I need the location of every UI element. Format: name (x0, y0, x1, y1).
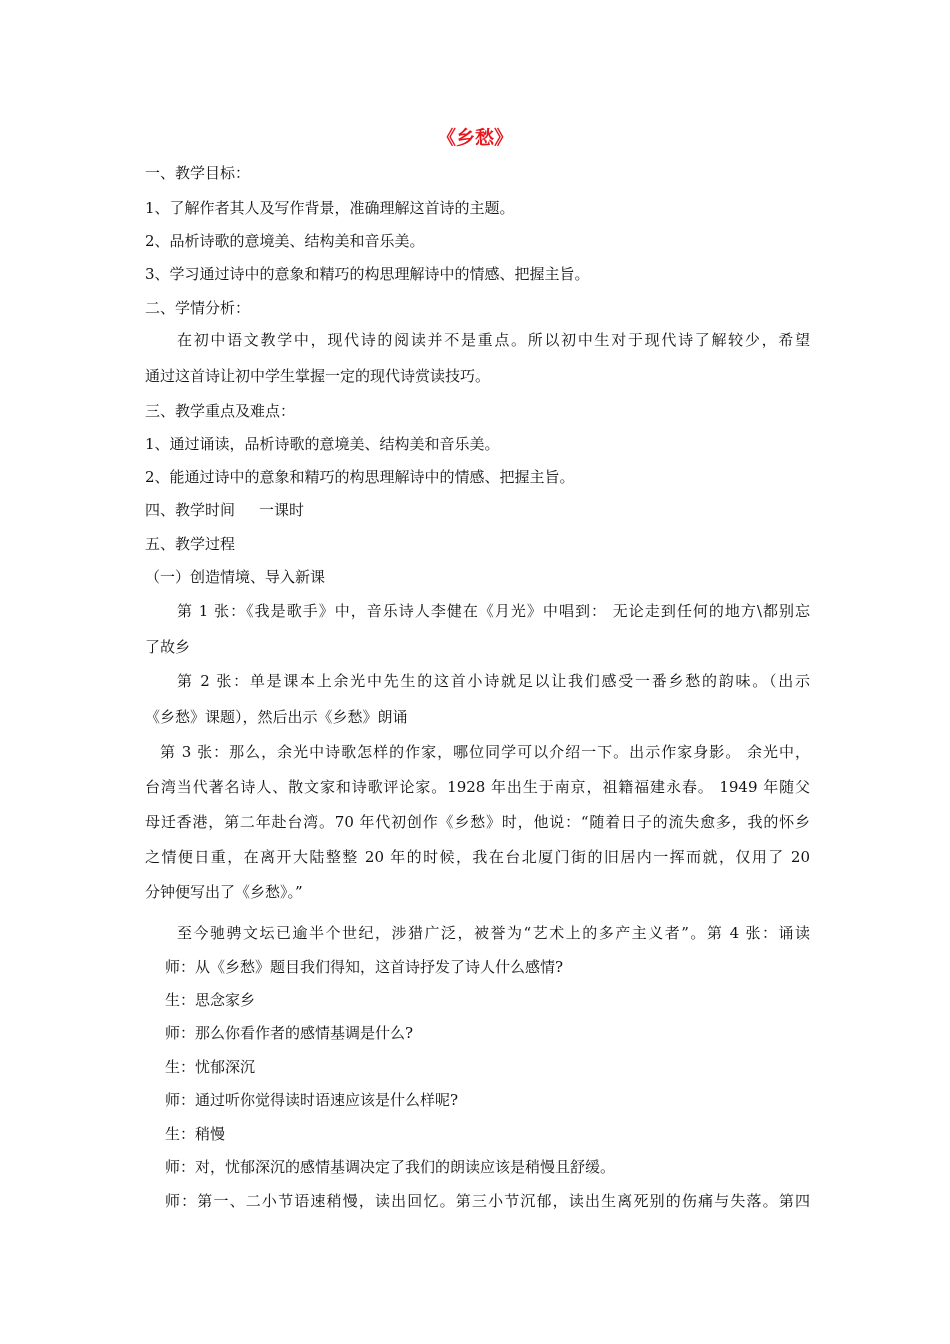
paragraph-line: 第 3 张：那么，余光中诗歌怎样的作家，哪位同学可以介绍一下。出示作家身影。 余光中， (160, 743, 810, 761)
dialogue-line: 师：那么你看作者的感情基调是什么? (165, 1024, 414, 1042)
paragraph-line: 了故乡 (145, 638, 191, 656)
objective-item: 3、学习通过诗中的意象和精巧的构思理解诗中的情感、把握主旨。 (145, 265, 590, 283)
dialogue-line: 生：忧郁深沉 (165, 1058, 256, 1076)
section-heading-key-points: 三、教学重点及难点： (145, 402, 296, 420)
paragraph-line: 在初中语文教学中，现代诗的阅读并不是重点。所以初中生对于现代诗了解较少，希望 (177, 331, 810, 349)
section-heading-time (145, 499, 810, 521)
key-point-item: 2、能通过诗中的意象和精巧的构思理解诗中的情感、把握主旨。 (145, 468, 575, 486)
page-title: 《乡愁》 (436, 127, 513, 149)
paragraph-line: 至今驰骋文坛已逾半个世纪，涉猎广泛，被誉为“艺术上的多产主义者”。第 4 张：诵读 (177, 924, 810, 942)
paragraph-line: 之情便日重，在离开大陆整整 20 年的时候，我在台北厦门街的旧居内一挥而就，仅用了 20 (145, 848, 810, 866)
dialogue-line: 师：第一、二小节语速稍慢，读出回忆。第三小节沉郁，读出生离死别的伤痛与失落。第四 (165, 1192, 810, 1210)
paragraph-line: 分钟便写出了《乡愁》。” (145, 883, 303, 901)
paragraph-line: 台湾当代著名诗人、散文家和诗歌评论家。1928 年出生于南京，祖籍福建永春。 1949 年随父 (145, 778, 810, 796)
paragraph-line: 《乡愁》课题），然后出示《乡愁》朗诵 (145, 708, 408, 726)
paragraph-line: 通过这首诗让初中学生掌握一定的现代诗赏读技巧。 (145, 367, 491, 385)
subsection-heading: （一）创造情境、导入新课 (145, 568, 326, 586)
dialogue-line: 生：思念家乡 (165, 991, 256, 1009)
paragraph-line: 第 2 张：单是课本上余光中先生的这首小诗就足以让我们感受一番乡愁的韵味。（出示 (177, 672, 810, 690)
paragraph-line: 第 1 张：《我是歌手》中，音乐诗人李健在《月光》中唱到： 无论走到任何的地方\都别忘 (177, 602, 810, 620)
section-heading-objectives: 一、教学目标： (145, 164, 251, 182)
objective-item: 1、了解作者其人及写作背景，准确理解这首诗的主题。 (145, 199, 515, 217)
dialogue-line: 生：稍慢 (165, 1125, 226, 1143)
paragraph-line: 母迁香港，第二年赴台湾。70 年代初创作《乡愁》时，他说：“随着日子的流失愈多，我的怀乡 (145, 813, 810, 831)
objective-item: 2、品析诗歌的意境美、结构美和音乐美。 (145, 232, 425, 250)
section-heading-process: 五、教学过程 (145, 535, 236, 553)
time-value: 一课时 (259, 501, 305, 519)
key-point-item: 1、通过诵读，品析诗歌的意境美、结构美和音乐美。 (145, 435, 500, 453)
dialogue-line: 师：从《乡愁》题目我们得知，这首诗抒发了诗人什么感情? (165, 958, 564, 976)
dialogue-line: 师：通过听你觉得读时语速应该是什么样呢? (165, 1091, 459, 1109)
dialogue-line: 师：对，忧郁深沉的感情基调决定了我们的朗读应该是稍慢且舒缓。 (165, 1158, 616, 1176)
time-label: 四、教学时间 (145, 501, 236, 519)
section-heading-analysis: 二、学情分析： (145, 299, 251, 317)
